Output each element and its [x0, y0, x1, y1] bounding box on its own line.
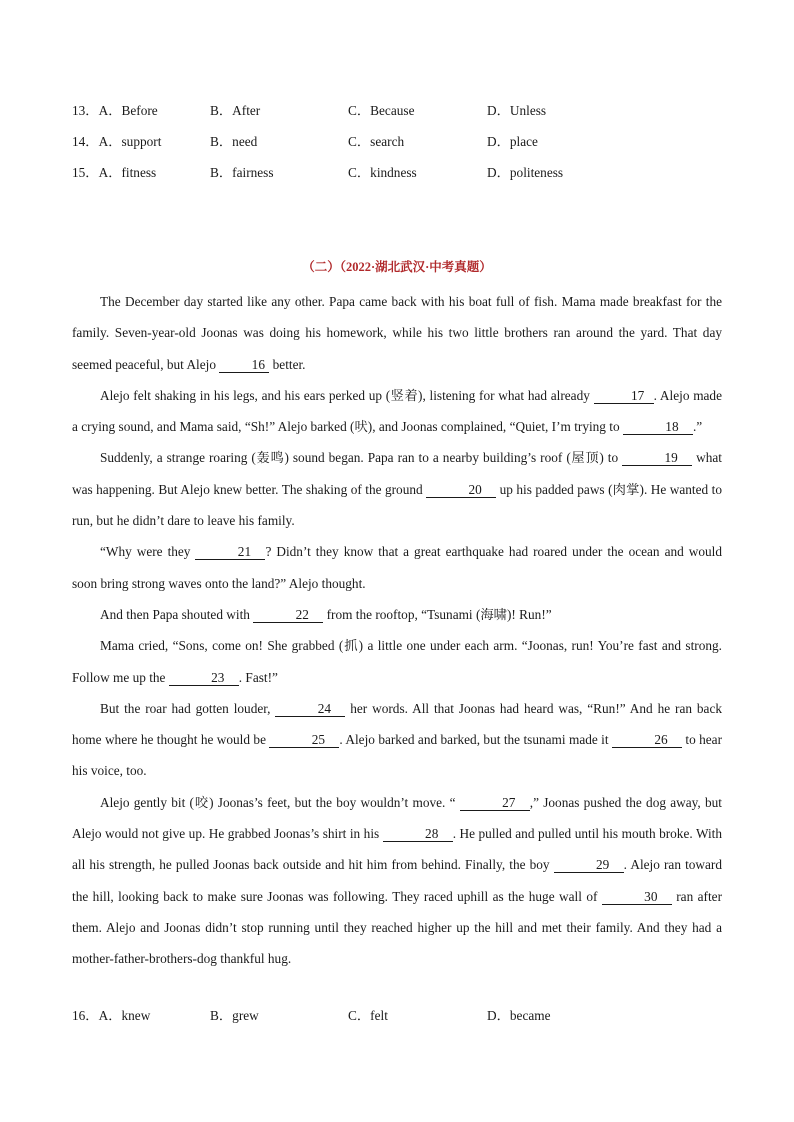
blank-28: 28: [383, 826, 453, 842]
option-a: 14．A．support: [72, 134, 162, 149]
paragraph-6: Mama cried, “Sons, come on! She grabbed (抓) a little one under each arm. “Joonas, run! You’re fast and strong. Follow me up the 23 . Fast!”: [72, 638, 722, 685]
paragraph-8: Alejo gently bit (咬) Joonas’s feet, but the boy wouldn’t move. “ 27 ,” Joonas pushed the dog away, but Alejo would not give up. He grabbed Joonas’s shirt in his 28 . He pulled and pulled until his mouth broke. With all his strength, he pulled Joonas back outside and hit him from behind. Finally, the boy 29 . Alejo ran toward the hill, looking back to make sure Joonas was following. They raced uphill as the huge wall of 30 ran after them. Alejo and Joonas didn’t stop running until they reached higher up the hill and met their family. And they had a mother-father-brothers-dog thankful hug.: [72, 794, 723, 967]
blank-21: 21: [195, 544, 265, 560]
paragraph-4: “Why were they 21 ? Didn’t they know that a great earthquake had roared under the ocean and would soon bring strong waves onto the land?” Alejo thought.: [72, 544, 722, 591]
option-d: D．Unless: [487, 103, 547, 118]
paragraph-5: And then Papa shouted with 22 from the rooftop, “Tsunami (海啸)! Run!”: [100, 606, 552, 622]
blank-23: 23: [169, 670, 239, 686]
blank-26: 26: [612, 732, 682, 748]
blank-19: 19: [622, 450, 692, 466]
option-c: C．kindness: [348, 165, 417, 180]
option-d: D．became: [487, 1008, 551, 1023]
option-d: D．politeness: [487, 165, 564, 180]
paragraph-2: Alejo felt shaking in his legs, and his ears perked up (竖着), listening for what had already 17 . Alejo made a crying sound, and Mama said, “Sh!” Alejo barked (吠), and Joonas complained, “Quiet, I’m trying to 18 .”: [72, 387, 722, 435]
blank-25: 25: [269, 732, 339, 748]
blank-22: 22: [253, 607, 323, 623]
option-c: C．felt: [348, 1008, 388, 1023]
option-a: 15．A．fitness: [72, 165, 157, 180]
blank-30: 30: [602, 889, 672, 905]
option-b: B．grew: [210, 1008, 259, 1023]
option-b: B．After: [210, 103, 261, 118]
option-b: B．need: [210, 134, 258, 149]
option-b: B．fairness: [210, 165, 274, 180]
passage: [72, 286, 722, 975]
blank-17: 17: [594, 388, 654, 404]
section-title: （二）（2022·湖北武汉·中考真题）: [302, 260, 492, 274]
paragraph-1: The December day started like any other. Papa came back with his boat full of fish. Mama made breakfast for the family. Seven-year-old Joonas was doing his homework, while his two little brothers ran around the yard. That day seemed peaceful, but Alejo 16 better.: [72, 294, 722, 372]
paragraph-3: Suddenly, a strange roaring (轰鸣) sound began. Papa ran to a nearby building’s roof (屋顶) to 19 what was happening. But Alejo knew better. The shaking of the ground 20 up his padded paws (肉掌). He wanted to run, but he didn’t dare to leave his family.: [72, 450, 722, 529]
blank-18: 18: [623, 419, 693, 435]
option-a: 13．A．Before: [72, 103, 158, 118]
blank-24: 24: [275, 701, 345, 717]
option-c: C．search: [348, 134, 405, 149]
blank-27: 27: [460, 795, 530, 811]
paragraph-7: But the roar had gotten louder, 24 her words. All that Joonas had heard was, “Run!” And he ran back home where he thought he would be 25 . Alejo barked and barked, but the tsunami made it 26 to hear his voice, too.: [72, 700, 722, 779]
blank-20: 20: [426, 482, 496, 498]
blank-16: 16: [219, 357, 269, 373]
option-a: 16．A．knew: [72, 1008, 151, 1023]
option-d: D．place: [487, 134, 538, 149]
blank-29: 29: [554, 857, 624, 873]
option-c: C．Because: [348, 103, 415, 118]
